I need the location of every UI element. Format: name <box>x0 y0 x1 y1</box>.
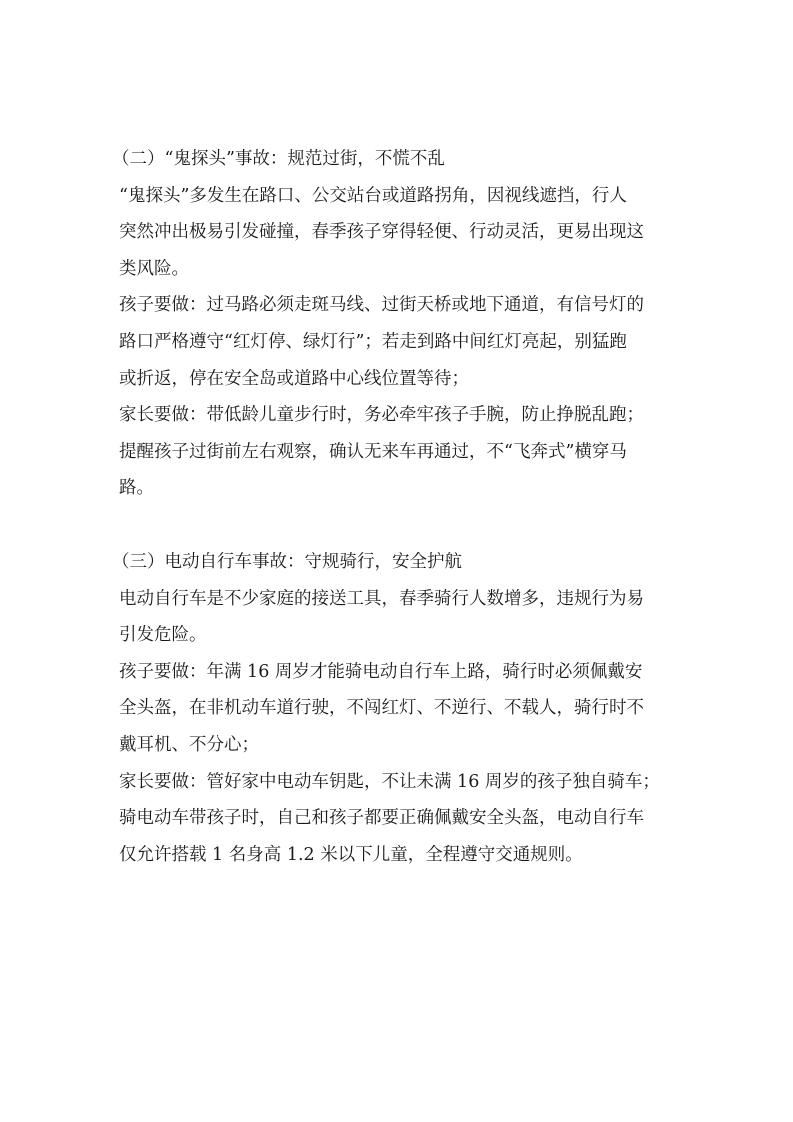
paragraph-line: 路。 <box>119 478 154 499</box>
section-spacer <box>119 507 679 544</box>
paragraph-line: “鬼探头”多发生在路口、公交站台或道路拐角，因视线遮挡，行人 <box>119 185 627 206</box>
paragraph-line: 仅允许搭载 1 名身高 1.2 米以下儿童，全程遵守交通规则。 <box>119 844 583 865</box>
paragraph-line: 家长要做：带低龄儿童步行时，务必牵牢孩子手腕，防止挣脱乱跑； <box>119 405 644 426</box>
paragraph-line: 孩子要做：过马路必须走斑马线、过街天桥或地下通道，有信号灯的 <box>119 295 644 316</box>
paragraph-line: 类风险。 <box>119 258 189 279</box>
paragraph-line: 突然冲出极易引发碰撞，春季孩子穿得轻便、行动灵活，更易出现这 <box>119 222 644 243</box>
paragraph-line: 家长要做：管好家中电动车钥匙，不让未满 16 周岁的孩子独自骑车； <box>119 771 660 792</box>
paragraph-line: 引发危险。 <box>119 625 207 646</box>
paragraph-line: 全头盔，在非机动车道行驶，不闯红灯、不逆行、不载人，骑行时不 <box>119 698 644 719</box>
paragraph-line: 提醒孩子过街前左右观察，确认无来车再通过，不“飞奔式”横穿马 <box>119 441 627 462</box>
document-body <box>112 141 679 873</box>
paragraph-line: 孩子要做：年满 16 周岁才能骑电动自行车上路，骑行时必须佩戴安 <box>119 661 643 682</box>
paragraph-line: 电动自行车是不少家庭的接送工具，春季骑行人数增多，违规行为易 <box>119 588 644 609</box>
section-heading-ghost-probe: （二）“鬼探头”事故：规范过街，不慌不乱 <box>112 149 445 169</box>
paragraph-line: 戴耳机、不分心； <box>119 734 259 755</box>
paragraph-line: 或折返，停在安全岛或道路中心线位置等待； <box>119 368 469 389</box>
paragraph-line: 骑电动车带孩子时，自己和孩子都要正确佩戴安全头盔，电动自行车 <box>119 808 644 829</box>
section-heading-e-bike: （三）电动自行车事故：守规骑行，安全护航 <box>112 551 462 572</box>
paragraph-line: 路口严格遵守“红灯停、绿灯行”；若走到路中间红灯亮起，别猛跑 <box>119 331 627 352</box>
